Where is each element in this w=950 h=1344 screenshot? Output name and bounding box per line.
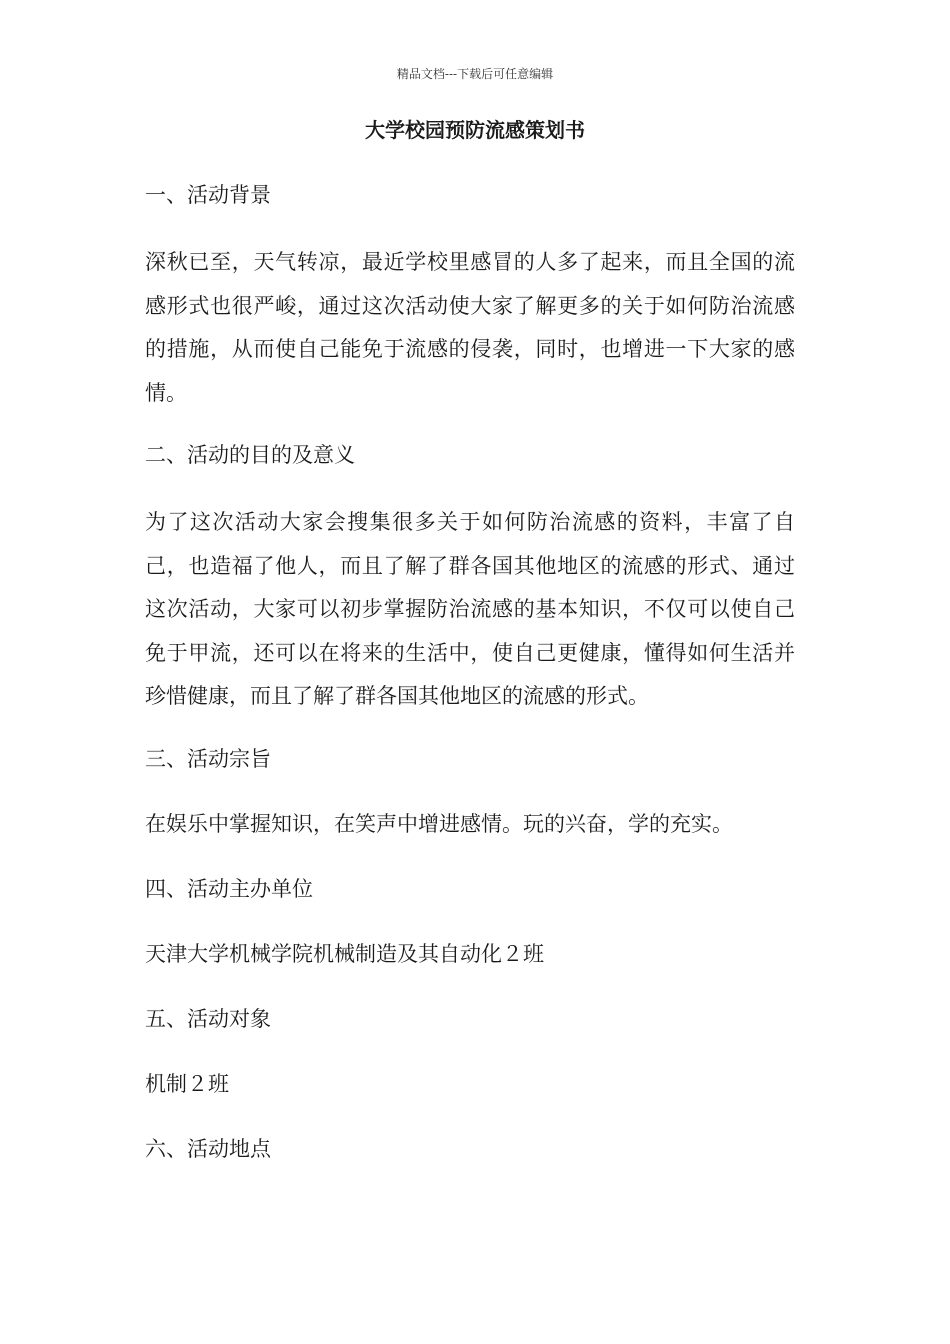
page-title: 大学校园预防流感策划书: [365, 118, 585, 142]
header-note: 精品文档---下载后可任意编辑: [396, 67, 554, 81]
section-body-audience: 机制２班: [145, 1071, 229, 1096]
section-heading-background: 一、活动背景: [145, 183, 271, 207]
section-heading-aim: 三、活动宗旨: [145, 746, 271, 771]
section-body-purpose: 为了这次活动大家会搜集很多关于如何防治流感的资料，丰富了自己，也造福了他人，而且了解了群各国其他地区的流感的形式、通过这次活动，大家可以初步掌握防治流感的基本知识，不仅可以使自己免于甲流，还可以在将来的生活中，使自己更健康，懂得如何生活并珍惜健康，而且了解了群各国其他地区的流感的形式。: [145, 510, 795, 708]
section-heading-purpose: 二、活动的目的及意义: [145, 443, 355, 467]
section-body-background: 深秋已至，天气转凉，最近学校里感冒的人多了起来，而且全国的流感形式也很严峻，通过这次活动使大家了解更多的关于如何防治流感的措施，从而使自己能免于流感的侵袭，同时，也增进一下大家的感情。: [145, 250, 795, 405]
document-body: [145, 176, 795, 1195]
section-heading-audience: 五、活动对象: [145, 1006, 271, 1031]
section-body-organizer: 天津大学机械学院机械制造及其自动化２班: [145, 941, 544, 966]
section-body-aim: 在娱乐中掌握知识，在笑声中增进感情。玩的兴奋，学的充实。: [145, 811, 733, 836]
section-heading-organizer: 四、活动主办单位: [145, 876, 313, 901]
section-heading-location: 六、活动地点: [145, 1136, 271, 1161]
